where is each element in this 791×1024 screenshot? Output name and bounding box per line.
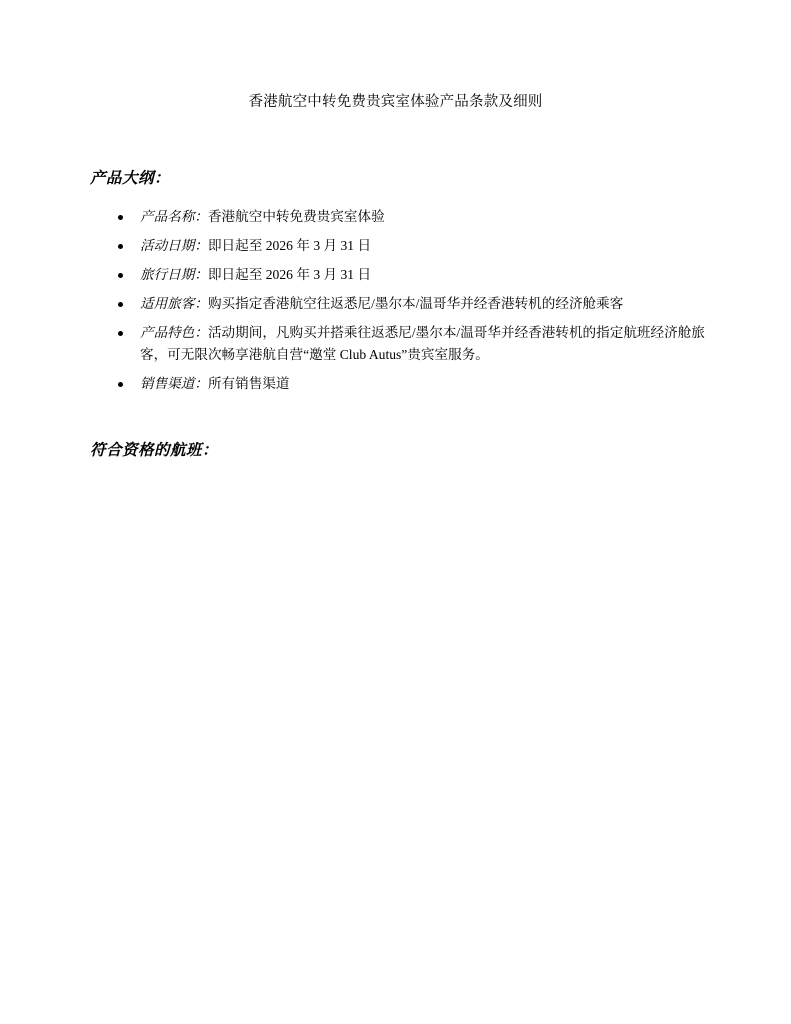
list-item-label: 旅行日期： xyxy=(140,266,208,282)
list-item xyxy=(0,293,791,315)
list-item-text: 所有销售渠道 xyxy=(207,375,290,391)
product-outline-list xyxy=(0,188,791,395)
list-item xyxy=(0,206,791,228)
list-item-label: 产品特色： xyxy=(140,324,208,340)
section-heading-product-outline: 产品大纲： xyxy=(90,169,171,187)
list-item xyxy=(0,322,791,366)
list-item-text: 活动期间，凡购买并搭乘往返悉尼/墨尔本/温哥华并经香港转机的指定航班经济舱旅客，可无限次畅享港航自营“邀堂 Club Autus”贵宾室服务。 xyxy=(140,324,705,362)
list-item-text: 即日起至 2026 年 3 月 31 日 xyxy=(207,237,372,253)
list-item-text: 购买指定香港航空往返悉尼/墨尔本/温哥华并经香港转机的经济舱乘客 xyxy=(207,295,624,311)
list-item-label: 适用旅客： xyxy=(140,295,208,311)
list-item xyxy=(0,373,791,395)
list-item-label: 产品名称： xyxy=(140,208,208,224)
list-item-label: 销售渠道： xyxy=(140,375,208,391)
list-item xyxy=(0,264,791,286)
list-item xyxy=(0,235,791,257)
list-item-text: 即日起至 2026 年 3 月 31 日 xyxy=(207,266,372,282)
section-heading-eligible-flights: 符合资格的航班： xyxy=(90,441,219,459)
page-title: 香港航空中转免费贵宾室体验产品条款及细则 xyxy=(248,94,543,110)
list-item-text: 香港航空中转免费贵宾室体验 xyxy=(207,208,385,224)
list-item-label: 活动日期： xyxy=(140,237,208,253)
